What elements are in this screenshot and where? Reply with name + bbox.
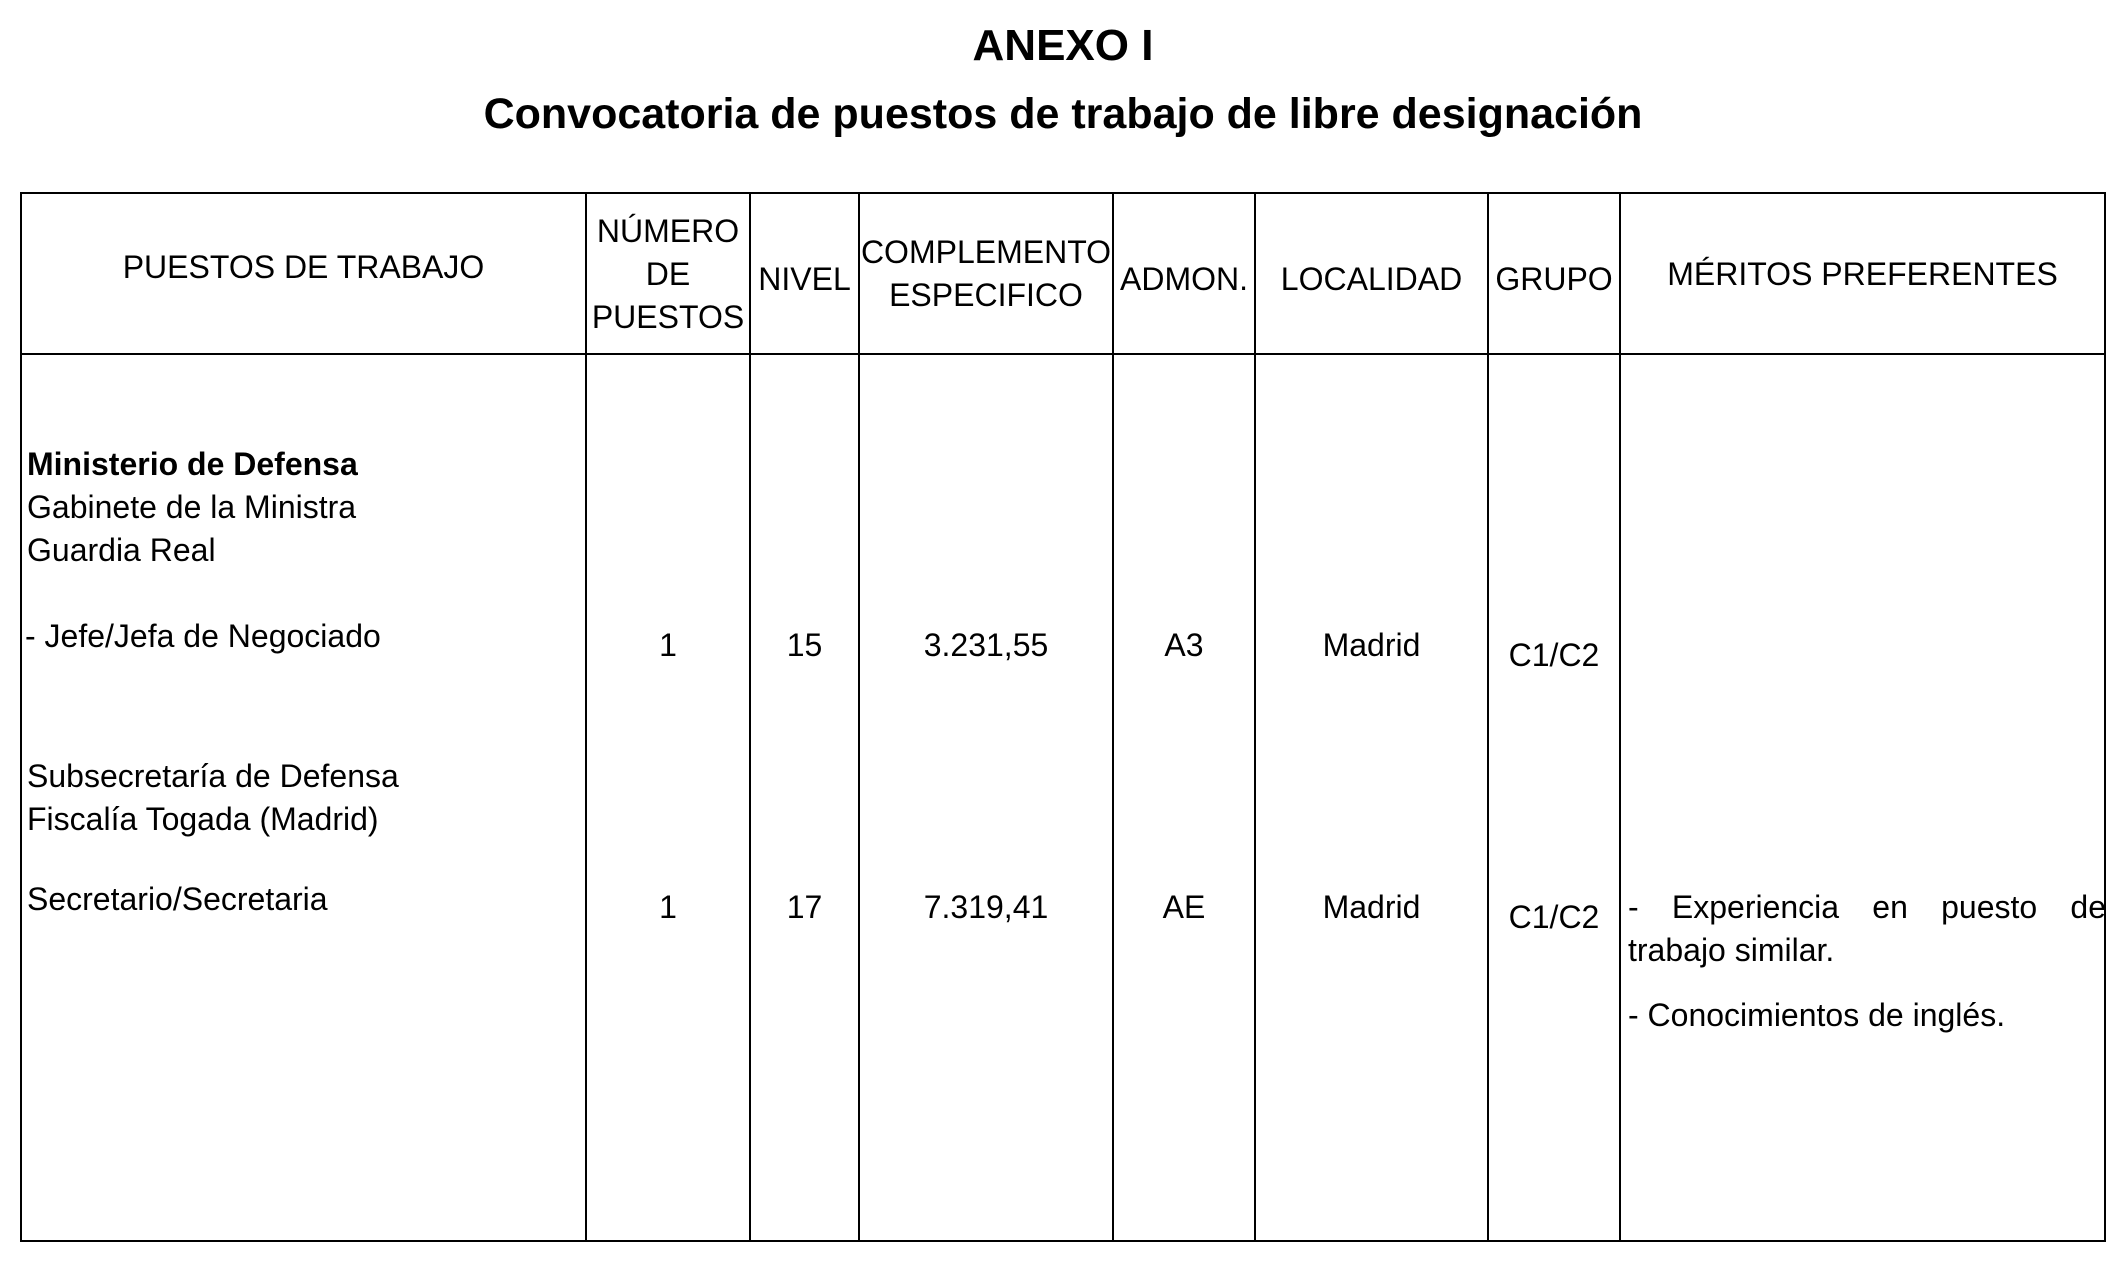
merit-item: - Conocimientos de inglés. (1628, 997, 2006, 1033)
header-complemento-line: COMPLEMENTO (860, 234, 1112, 270)
page-title: ANEXO I (972, 21, 1154, 70)
header-complemento (860, 194, 1112, 354)
header-localidad-label: LOCALIDAD (1280, 260, 1463, 297)
header-nivel-label: NIVEL (758, 260, 851, 297)
header-numero-line: PUESTOS (591, 298, 745, 335)
cell-complemento: 7.319,41 (923, 889, 1049, 925)
header-meritos (1621, 194, 2104, 354)
cell-numero: 1 (659, 889, 677, 925)
cell-admon: A3 (1164, 627, 1204, 663)
cell-grupo: C1/C2 (1508, 637, 1600, 673)
header-grupo-label: GRUPO (1495, 260, 1613, 297)
cell-localidad: Madrid (1322, 627, 1421, 663)
org-name: Ministerio de Defensa (27, 446, 358, 482)
position-title: Secretario/Secretaria (27, 881, 328, 917)
header-puestos (22, 194, 585, 354)
cell-numero: 1 (659, 627, 677, 663)
header-meritos-label: MÉRITOS PREFERENTES (1667, 255, 2058, 292)
header-numero-line: NÚMERO (596, 212, 740, 249)
cell-nivel: 15 (786, 627, 823, 663)
cell-nivel: 17 (786, 889, 823, 925)
cell-admon: AE (1162, 889, 1206, 925)
header-numero (587, 194, 749, 354)
cell-localidad: Madrid (1322, 889, 1421, 925)
header-localidad (1256, 194, 1487, 354)
header-admon-label: ADMON. (1120, 260, 1248, 297)
header-puestos-label: PUESTOS DE TRABAJO (122, 249, 485, 285)
org-unit: Gabinete de la Ministra (27, 489, 357, 525)
cell-grupo: C1/C2 (1508, 899, 1600, 935)
merit-item: - Experiencia en puesto de trabajo similar. (1628, 889, 2106, 968)
header-numero-line: DE (645, 255, 691, 292)
header-admon (1114, 194, 1254, 354)
org-unit: Subsecretaría de Defensa (27, 758, 399, 794)
header-complemento-line: ESPECIFICO (889, 277, 1083, 313)
page-subtitle: Convocatoria de puestos de trabajo de libre designación (483, 90, 1643, 138)
header-nivel (751, 194, 858, 354)
position-title: - Jefe/Jefa de Negociado (25, 618, 381, 654)
cell-complemento: 3.231,55 (923, 627, 1049, 663)
header-grupo (1489, 194, 1619, 354)
org-unit: Fiscalía Togada (Madrid) (27, 801, 379, 837)
org-unit: Guardia Real (27, 532, 216, 568)
